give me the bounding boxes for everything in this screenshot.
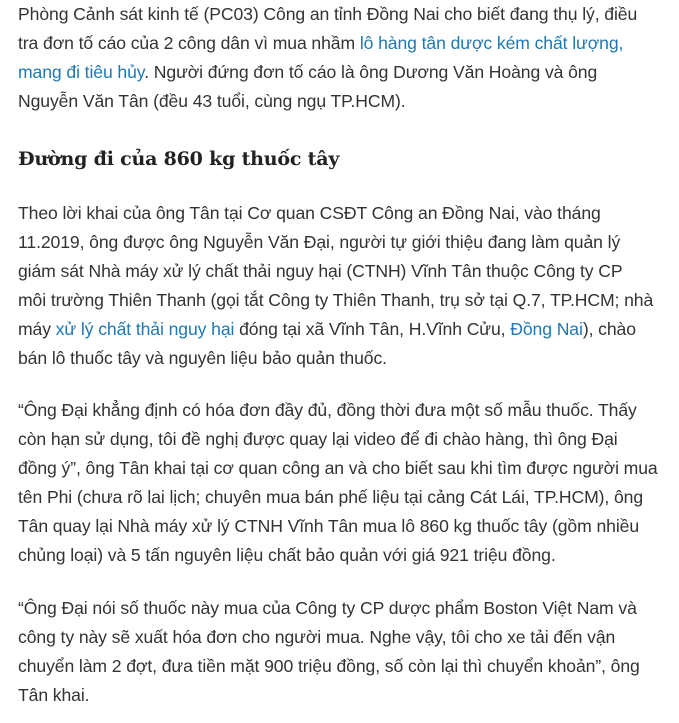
paragraph-2-text-before-link: Theo lời khai của ông Tân tại Cơ quan CSĐT Công an Đồng Nai, vào tháng 11.2019, ông được ông Nguyễn Văn Đại, người tự giới thiệu đang làm quản lý giám sát Nhà máy xử lý chất thải nguy hại (CTNH) Vĩnh Tân thuộc Công ty CP môi trường Thiên Thanh (gọi tắt Công ty Thiên Thanh, trụ sở tại Q.7, TP.HCM; nhà máy bbox=[18, 203, 654, 339]
link-substandard-drug-batch[interactable]: lô hàng tân dược kém chất lượng, mang đi tiêu hủy bbox=[18, 33, 624, 82]
article-paragraph-2 bbox=[18, 199, 654, 373]
article-paragraph-4: “Ông Đại nói số thuốc này mua của Công ty CP dược phẩm Boston Việt Nam và công ty này sẽ xuất hóa đơn cho người mua. Nghe vậy, tôi cho xe tải đến vận chuyển làm 2 đợt, đưa tiền mặt 900 triệu đồng, số còn lại thì chuyển khoản”, ông Tân khai. bbox=[18, 598, 640, 705]
link-dong-nai[interactable]: Đồng Nai bbox=[510, 319, 583, 339]
paragraph-2-text-after-link: ), chào bán lô thuốc tây và nguyên liệu bảo quản thuốc. bbox=[18, 319, 636, 368]
article-paragraph-3: “Ông Đại khẳng định có hóa đơn đầy đủ, đồng thời đưa một số mẫu thuốc. Thấy còn hạn sử dụng, tôi đề nghị được quay lại video để đi chào hàng, thì ông Đại đồng ý”, ông Tân khai tại cơ quan công an và cho biết sau khi tìm được người mua tên Phi (chưa rõ lai lịch; chuyên mua bán phế liệu tại cảng Cát Lái, TP.HCM), ông Tân quay lại Nhà máy xử lý CTNH Vĩnh Tân mua lô 860 kg thuốc tây (gồm nhiều chủng loại) và 5 tấn nguyên liệu chất bảo quản với giá 921 triệu đồng. bbox=[18, 400, 658, 565]
link-hazardous-waste-treatment[interactable]: xử lý chất thải nguy hại bbox=[55, 319, 235, 339]
paragraph-1-text-before-link: Phòng Cảnh sát kinh tế (PC03) Công an tỉnh Đồng Nai cho biết đang thụ lý, điều tra đơn tố cáo của 2 công dân vì mua nhầm bbox=[18, 4, 638, 53]
paragraph-1-text-after-link: . Người đứng đơn tố cáo là ông Dương Văn Hoàng và ông Nguyễn Văn Tân (đều 43 tuổi, cùng ngụ TP.HCM). bbox=[18, 62, 598, 111]
article-paragraph-1 bbox=[18, 0, 658, 116]
section-heading: Đường đi của 860 kg thuốc tây bbox=[18, 148, 340, 170]
paragraph-2-text-between-links: đóng tại xã Vĩnh Tân, H.Vĩnh Cửu, bbox=[234, 319, 511, 339]
